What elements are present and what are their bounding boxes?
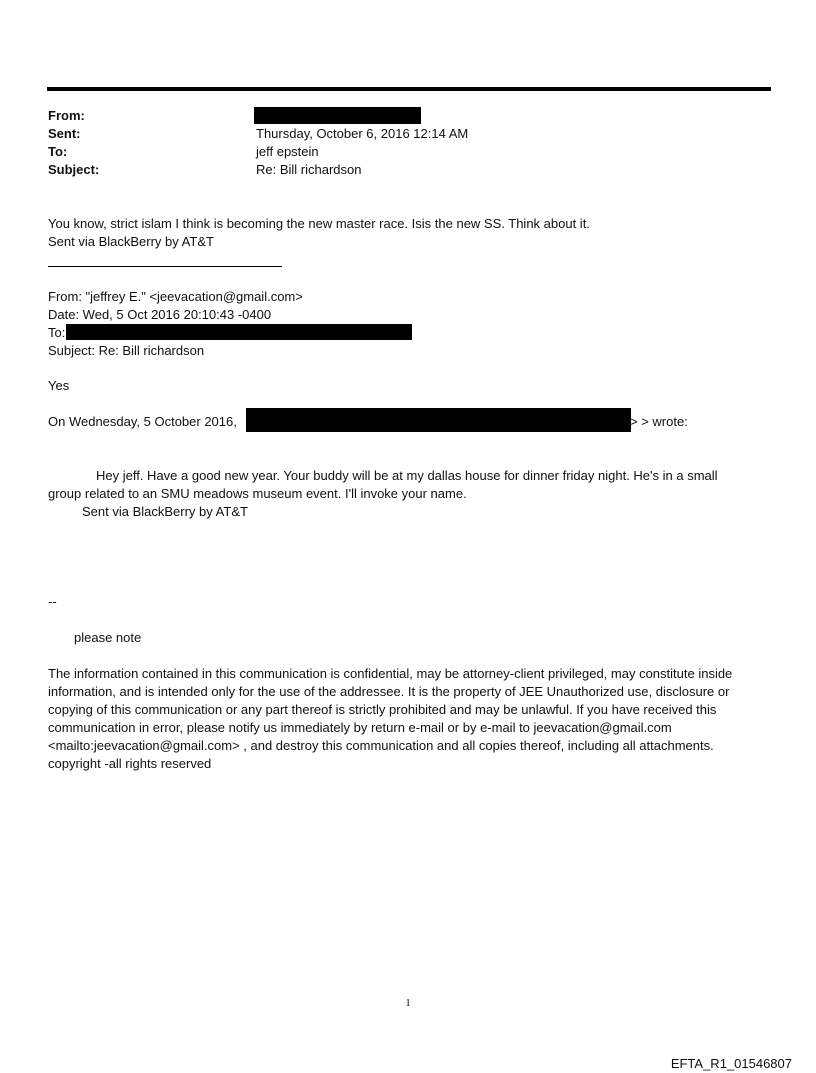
quoted-from: From: "jeffrey E." <jeevacation@gmail.com>	[48, 289, 303, 304]
sent-label: Sent:	[48, 126, 81, 141]
quoted-reply: Yes	[48, 378, 70, 393]
body-line-1: You know, strict islam I think is becoming the new master race. Isis the new SS. Think about it.	[48, 216, 590, 231]
subject-value: Re: Bill richardson	[256, 162, 362, 177]
redaction-box-sender	[246, 408, 631, 432]
quote-separator	[48, 266, 282, 267]
subject-label: Subject:	[48, 162, 100, 177]
inner-signature: Sent via BlackBerry by AT&T	[82, 504, 248, 519]
document-id: EFTA_R1_01546807	[670, 1056, 792, 1071]
inner-line-1: Hey jeff. Have a good new year. Your buddy will be at my dallas house for dinner friday night. He's in a small	[96, 468, 718, 483]
please-note: please note	[74, 630, 142, 645]
redaction-box-from	[254, 107, 421, 124]
body-signature: Sent via BlackBerry by AT&T	[48, 234, 214, 249]
on-wrote-suffix: > > wrote:	[630, 414, 688, 429]
from-label: From:	[48, 108, 85, 123]
sent-value: Thursday, October 6, 2016 12:14 AM	[256, 126, 469, 141]
disclaimer-paragraph: The information contained in this communication is confidential, may be attorney-client privileged, may constitute inside information, and is intended only for the use of the addressee. It is the property of JEE Unauthorized use, disclosure or copying of this communication or any part thereof is strictly prohibited and may be unlawful. If you have received this communication in error, please notify us immediately by return e-mail or by e-mail to jeevacation@gmail.com <mailto:jeevacation@gmail.com> , and destroy this communication and all copies thereof, including all attachments. copyright -all rights reserved	[48, 666, 733, 771]
inner-line-2: group related to an SMU meadows museum event. I'll invoke your name.	[48, 486, 467, 501]
to-value: jeff epstein	[256, 144, 319, 159]
header-rule	[47, 87, 771, 91]
quoted-to-label: To:	[48, 325, 66, 340]
quoted-subject: Subject: Re: Bill richardson	[48, 343, 205, 358]
redaction-box-to	[66, 324, 412, 340]
page-number: 1	[405, 997, 411, 1009]
signature-dashes: --	[48, 594, 57, 609]
quoted-date: Date: Wed, 5 Oct 2016 20:10:43 -0400	[48, 307, 272, 322]
on-wrote-prefix: On Wednesday, 5 October 2016,	[48, 414, 237, 429]
to-label: To:	[48, 144, 68, 159]
